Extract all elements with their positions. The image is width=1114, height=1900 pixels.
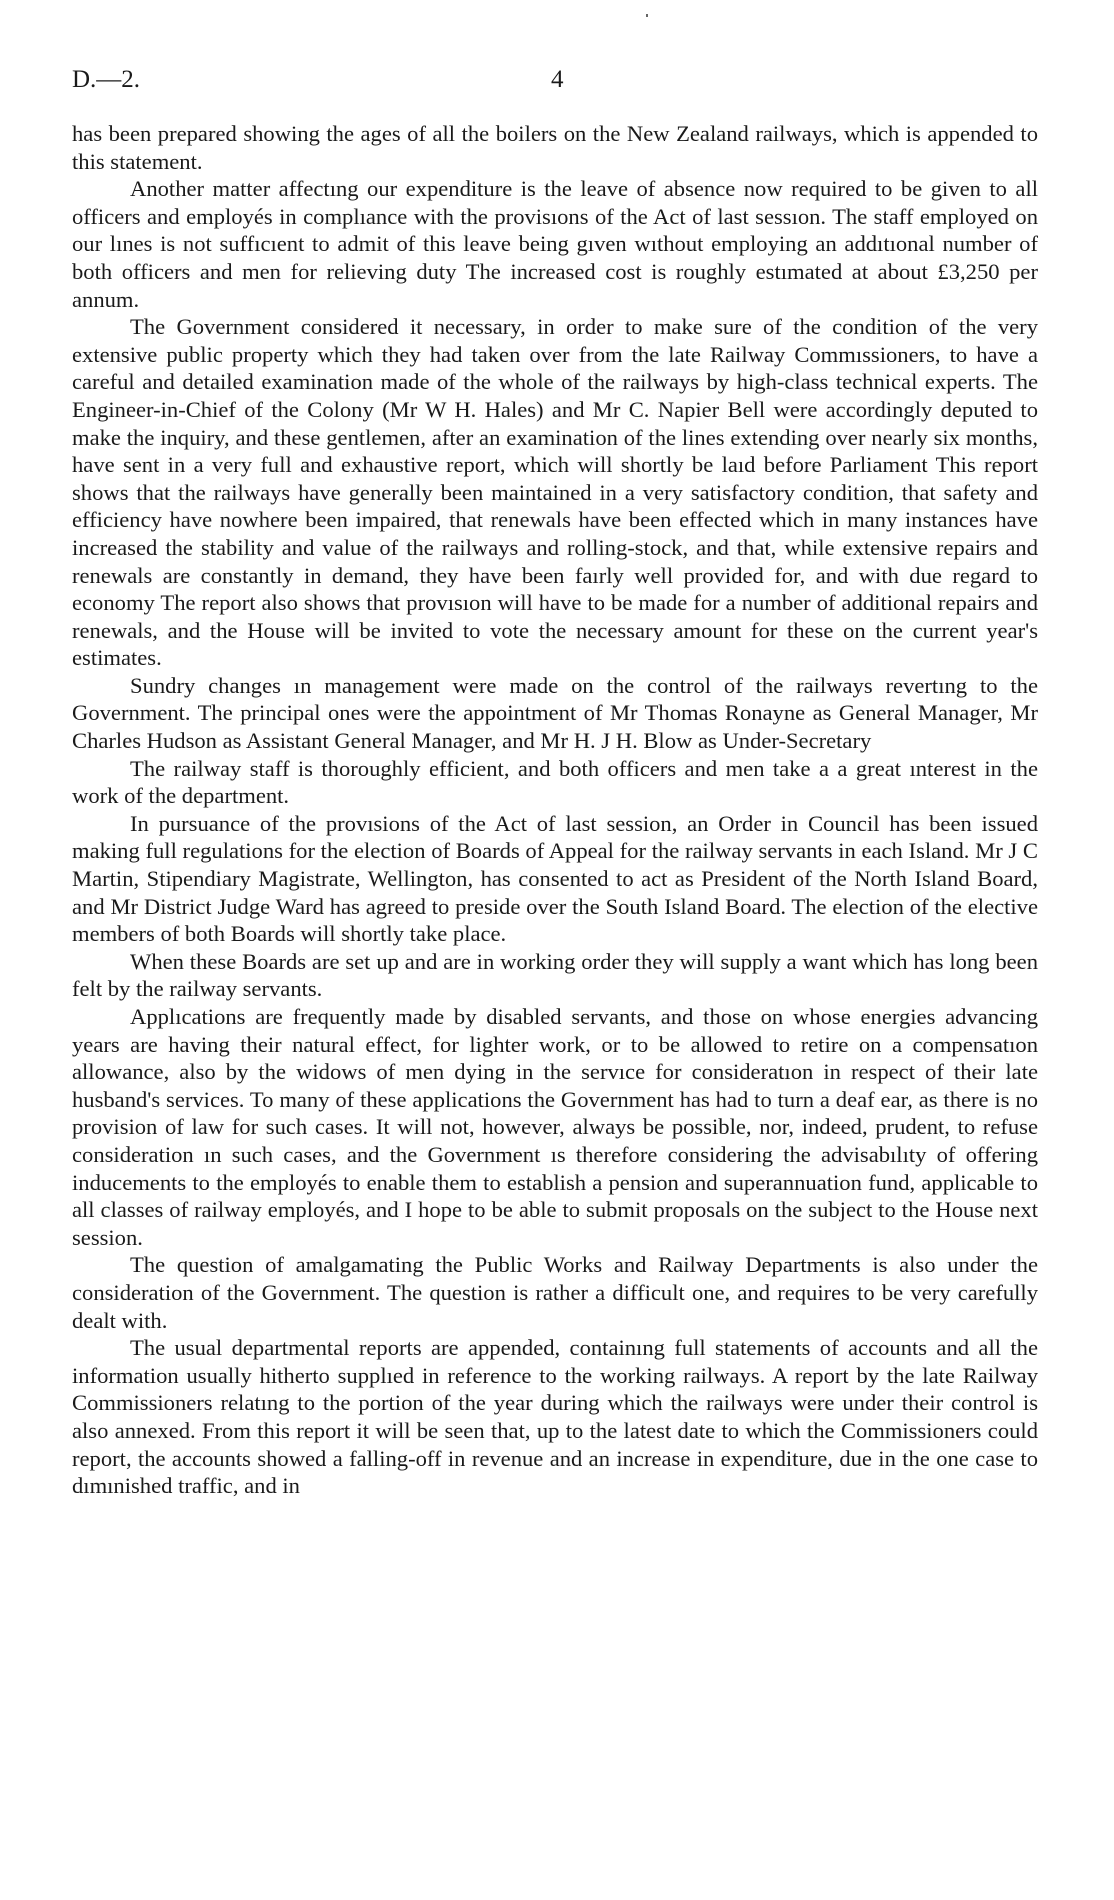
document-reference: D.—2.	[72, 66, 141, 93]
page-number: 4	[551, 66, 564, 93]
paragraph-boards-of-appeal: In pursuance of the provısions of the Act of last session, an Order in Council has been issued making full regulations for the election of Boards of Appeal for the railway servants in each Island. Mr J C Martin, Stipendiary Magistrate, Wellington, has consented to act as President of the North Island Board, and Mr District Judge Ward has agreed to preside over the South Island Board. The election of the elective members of both Boards will shortly take place.	[72, 810, 1038, 947]
paragraph-departmental-reports: The usual departmental reports are appended, containıng full statements of accounts and all the information usually hitherto supplıed in reference to the working railways. A report by the late Railway Commissioners relatıng to the portion of the year during which the railways were under their control is also annexed. From this report it will be seen that, up to the latest date to which the Commissioners could report, the accounts showed a falling-off in revenue and an increase in expenditure, due in the one case to dımınished traffic, and in	[72, 1335, 1038, 1499]
paragraph-railway-staff: The railway staff is thoroughly efficient, and both officers and men take a a great ınterest in the work of the department.	[72, 755, 1038, 809]
paragraph-amalgamation: The question of amalgamating the Public Works and Railway Departments is also under the consideration of the Government. The question is rather a difficult one, and requires to be very carefully dealt with.	[72, 1252, 1038, 1333]
body-text	[72, 120, 1038, 1500]
paragraph-leave-of-absence: Another matter affectıng our expenditure is the leave of absence now required to be given to all officers and employés in complıance with the provisıons of the Act of last sessıon. The staff employed on our lınes is not suffıcıent to admit of this leave being gıven wıthout employing an addıtıonal number of both officers and men for relieving duty The increased cost is roughly estımated at about £3,250 per annum.	[72, 176, 1038, 312]
paragraph-inspection-report: The Government considered it necessary, in order to make sure of the condition of the very extensive public property which they had taken over from the late Railway Commıssioners, to have a careful and detailed examination made of the whole of the railways by high-class technical experts. The Engineer-in-Chief of the Colony (Mr W H. Hales) and Mr C. Napier Bell were accordingly deputed to make the inquiry, and these gentlemen, after an examination of the lines extending over nearly six months, have sent in a very full and exhaustive report, which will shortly be laıd before Parliament This report shows that the railways have generally been maintained in a very satisfactory condition, that safety and efficiency have nowhere been impaired, that renewals have been effected which in many instances have increased the stability and value of the railways and rolling-stock, and that, while extensive repairs and renewals are constantly in demand, they have been faırly well provided for, and with due regard to economy The report also shows that provısıon will have to be made for a number of additional repairs and renewals, and the House will be invited to vote the necessary amount for these on the current year's estimates.	[72, 314, 1038, 671]
paragraph-pension-fund: Applıcations are frequently made by disabled servants, and those on whose energies advancing years are having their natural effect, for lighter work, or to be allowed to retire on a compensatıon allowance, also by the widows of men dying in the servıce for consideratıon in respect of their late husband's services. To many of these applications the Government has had to turn a deaf ear, as there is no provision of law for such cases. It will not, however, always be possible, nor, indeed, prudent, to refuse consideration ın such cases, and the Government ıs therefore considering the advisabılıty of offering inducements to the employés to enable them to establish a pension and superannuation fund, applicable to all classes of railway employés, and I hope to be able to submit proposals on the subject to the House next session.	[72, 1004, 1038, 1250]
page-header	[72, 66, 1038, 102]
paragraph-management-changes: Sundry changes ın management were made on the control of the railways revertıng to the Government. The principal ones were the appointment of Mr Thomas Ronayne as General Manager, Mr Charles Hudson as Assistant General Manager, and Mr H. J H. Blow as Under-Secretary	[72, 672, 1038, 754]
paragraph-continued: has been prepared showing the ages of all the boilers on the New Zealand railways, which is appended to this statement.	[72, 121, 1038, 174]
scan-speck	[646, 14, 648, 17]
paragraph-boards-working: When these Boards are set up and are in working order they will supply a want which has long been felt by the railway servants.	[72, 948, 1038, 1002]
